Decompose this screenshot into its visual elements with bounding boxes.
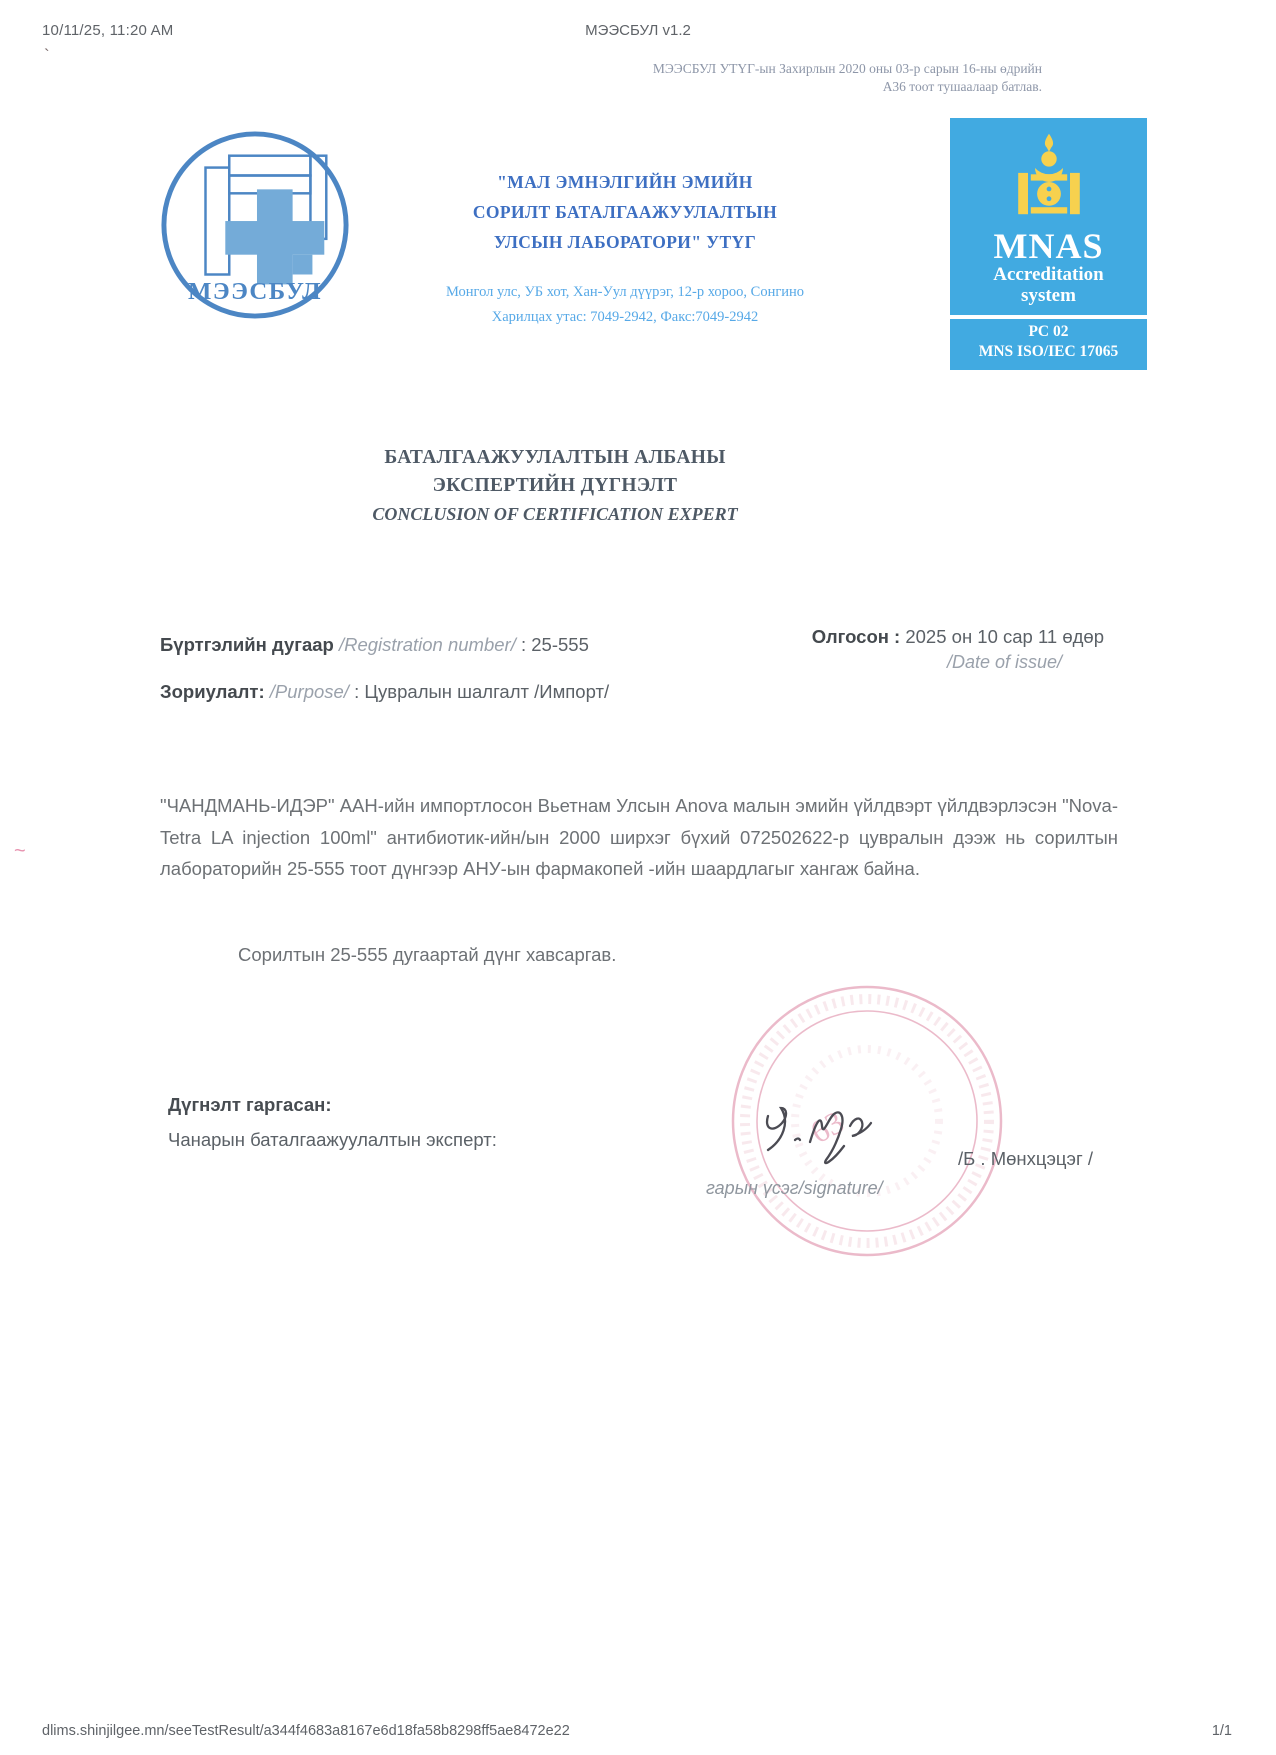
logo-label: МЭЭСБУЛ <box>187 278 323 306</box>
scan-artifact-pink-mark: ~ <box>14 840 26 862</box>
title-line2: ЭКСПЕРТИЙН ДҮГНЭЛТ <box>432 475 678 496</box>
date-of-issue-block <box>812 626 1104 673</box>
org-name-line1: "МАЛ ЭМНЭЛГИЙН ЭМИЙН <box>497 172 753 192</box>
signature-caption: гарын үсэг/signature/ <box>706 1178 883 1198</box>
scan-artifact-tick: ` <box>44 46 50 65</box>
print-footer-url: dlims.shinjilgee.mn/seeTestResult/a344f4683a8167e6d18fa58b8298ff5ae8472e22 <box>42 1723 570 1739</box>
title-line3-en: CONCLUSION OF CERTIFICATION EXPERT <box>372 504 738 524</box>
mnas-accreditation-badge <box>950 118 1147 370</box>
mnas-name: MNAS <box>993 226 1104 266</box>
print-doc-title: МЭЭСБУЛ v1.2 <box>585 22 691 39</box>
approval-line1: МЭЭСБУЛ УТҮГ-ын Захирлын 2020 оны 03-р сарын 16-ны өдрийн <box>652 61 1042 76</box>
issued-by-label: Дүгнэлт гаргасан: <box>168 1094 332 1115</box>
registration-row <box>160 634 589 656</box>
mnas-sub2: system <box>1021 285 1076 306</box>
stamp-number: 63 <box>804 1103 850 1151</box>
issued-label-en: /Date of issue/ <box>946 652 1062 672</box>
approval-note <box>653 60 1042 95</box>
print-timestamp: 10/11/25, 11:20 AM <box>42 22 174 39</box>
purpose-label: Зориулалт: <box>160 681 265 702</box>
approval-line2: А36 тоот тушаалаар батлав. <box>882 78 1042 94</box>
title-line1: БАТАЛГААЖУУЛАЛТЫН АЛБАНЫ <box>384 447 726 468</box>
meesbul-logo <box>156 124 354 326</box>
org-name <box>382 167 868 257</box>
org-address-block <box>382 280 868 330</box>
handwritten-signature <box>752 1096 902 1176</box>
expert-label: Чанарын баталгаажуулалтын эксперт: <box>168 1129 497 1150</box>
registration-label: Бүртгэлийн дугаар <box>160 634 334 655</box>
purpose-value: Цувралын шалгалт /Импорт/ <box>364 681 610 702</box>
org-name-line2: СОРИЛТ БАТАЛГААЖУУЛАЛТЫН <box>472 202 778 222</box>
org-address: Монгол улс, УБ хот, Хан-Уул дүүрэг, 12-р хороо, Сонгино <box>445 284 805 300</box>
issued-row <box>812 626 1104 648</box>
mnas-code: PC 02 <box>1028 323 1069 340</box>
purpose-row <box>160 681 609 703</box>
registration-separator: : <box>520 634 527 655</box>
issued-label: Олгосон : <box>811 626 901 647</box>
conclusion-paragraph: "ЧАНДМАНЬ-ИДЭР" ААН-ийн импортлосон Вьетнам Улсын Anova малын эмийн үйлдвэрт үйлдвэрлэсэн "Nova-Tetra LA injection 100ml" антибиотик-ийн/ын 2000 ширхэг бүхий 072502622-р цувралын дээж нь сорилтын лабораторийн 25-555 тоот дүнгээр АНУ-ын фармакопей -ийн шаардлагыг хангаж байна. <box>160 795 1119 879</box>
attachment-note: Сорилтын 25-555 дугаартай дүнг хавсаргав. <box>238 944 617 965</box>
mnas-sub1: Accreditation <box>993 264 1104 285</box>
org-contact: Харилцах утас: 7049-2942, Факс:7049-2942 <box>491 309 759 325</box>
print-footer-page-number: 1/1 <box>1211 1723 1232 1739</box>
registration-number: 25-555 <box>531 634 589 655</box>
document-title <box>150 444 960 525</box>
mnas-strip <box>950 315 1147 368</box>
purpose-label-en: /Purpose/ <box>269 681 349 702</box>
expert-name: /Б . Мөнхцэцэг / <box>958 1148 1093 1169</box>
issued-value: 2025 он 10 сар 11 өдөр <box>905 626 1104 647</box>
purpose-separator: : <box>354 681 360 702</box>
soyombo-emblem-icon <box>1007 127 1091 223</box>
mnas-standard: MNS ISO/IEC 17065 <box>978 343 1119 360</box>
registration-label-en: /Registration number/ <box>338 634 516 655</box>
org-name-line3: УЛСЫН ЛАБОРАТОРИ" УТҮГ <box>493 232 757 252</box>
org-block <box>382 167 868 330</box>
